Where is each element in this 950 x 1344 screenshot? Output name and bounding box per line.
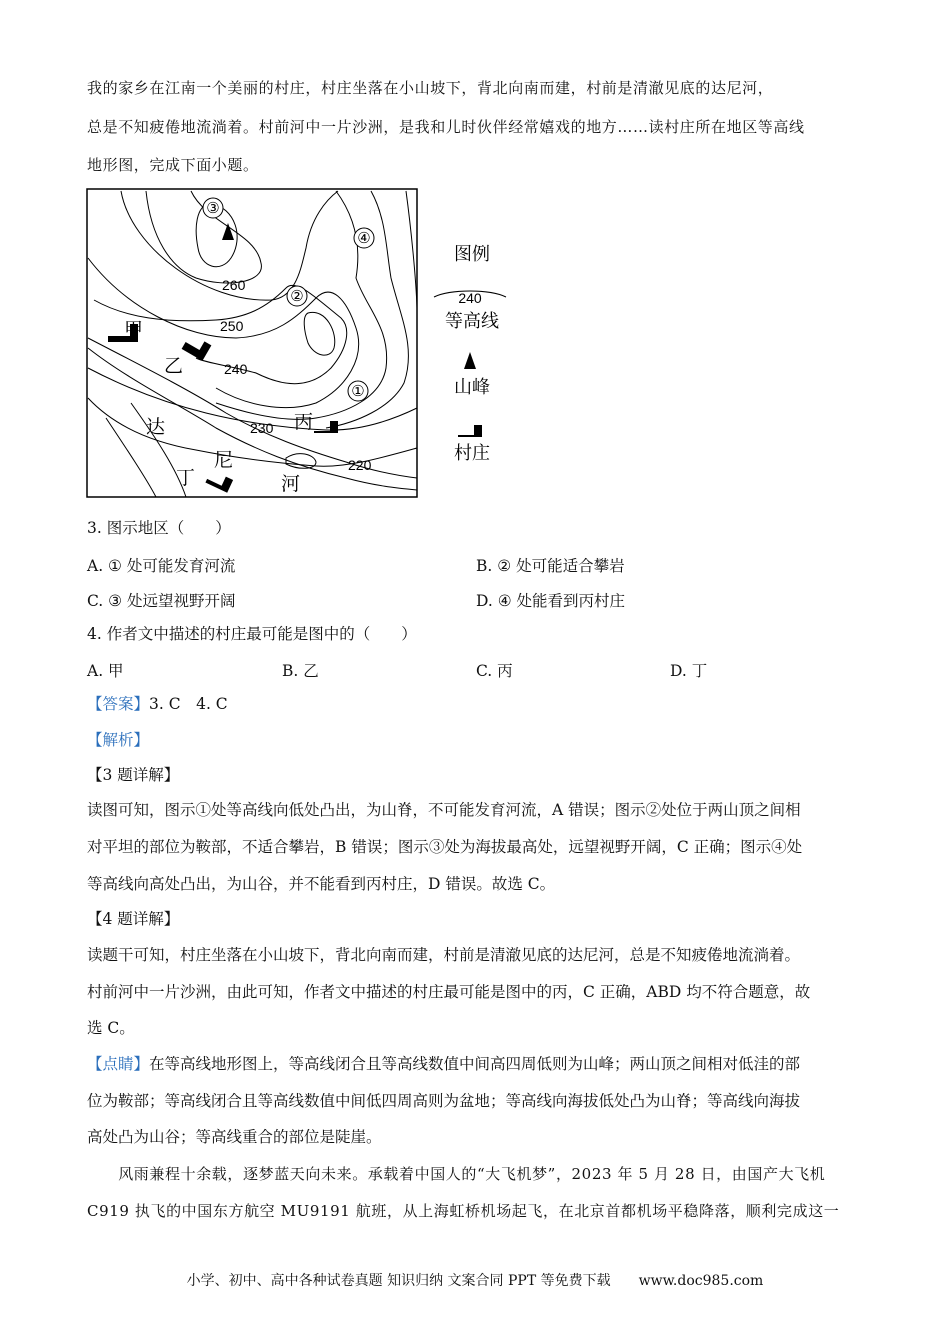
contour-label-230: 230 <box>250 420 274 436</box>
contour-label-220: 220 <box>348 457 372 473</box>
map-legend <box>430 235 520 475</box>
next-passage-line-2: C919 执飞的中国东方航空 MU9191 航班，从上海虹桥机场起飞，在北京首都机场平稳降落，顺利完成这一 <box>87 1202 840 1220</box>
village-label-jia: 甲 <box>124 320 144 341</box>
legend-contour-label: 等高线 <box>445 311 499 331</box>
q4-option-d[interactable]: D. 丁 <box>670 662 708 680</box>
marker-2: ② <box>290 289 304 305</box>
q4-detail-line-3: 选 C。 <box>87 1019 135 1037</box>
river-label-da: 达 <box>146 417 166 438</box>
village-label-bing: 丙 <box>294 412 314 433</box>
intro-line-2: 总是不知疲倦地流淌着。村前河中一片沙洲，是我和儿时伙伴经常嬉戏的地方……读村庄所在地区等高线 <box>87 118 805 136</box>
q3-option-a[interactable]: A. ① 处可能发育河流 <box>87 557 236 575</box>
q4-option-c[interactable]: C. 丙 <box>476 662 513 680</box>
q3-stem: 3. 图示地区（ ） <box>87 519 231 537</box>
contour-map <box>86 188 418 498</box>
q3-detail-line-2: 对平坦的部位为鞍部，不适合攀岩，B 错误；图示③处为海拔最高处，远望视野开阔，C 正确；图示④处 <box>87 838 803 856</box>
contour-label-240: 240 <box>224 361 248 377</box>
tip-line-2: 位为鞍部；等高线闭合且等高线数值中间低四周高则为盆地；等高线向海拔低处凸为山脊；等高线向海拔 <box>87 1092 801 1110</box>
marker-4: ④ <box>357 231 371 247</box>
legend-title: 图例 <box>454 244 490 264</box>
q3-detail-line-1: 读图可知，图示①处等高线向低处凸出，为山脊，不可能发育河流，A 错误；图示②处位于两山顶之间相 <box>87 801 801 819</box>
q3-option-b[interactable]: B. ② 处可能适合攀岩 <box>476 557 625 575</box>
q4-option-a[interactable]: A. 甲 <box>87 662 124 680</box>
analysis-label: 【解析】 <box>87 731 150 749</box>
intro-line-1: 我的家乡在江南一个美丽的村庄，村庄坐落在小山坡下，背北向南而建，村前是清澈见底的达尼河， <box>87 79 774 97</box>
q4-detail-line-2: 村前河中一片沙洲，由此可知，作者文中描述的村庄最可能是图中的丙，C 正确，ABD 均不符合题意，故 <box>87 983 811 1001</box>
page-footer: 小学、初中、高中各种试卷真题 知识归纳 文案合同 PPT 等免费下载 www.doc985.com <box>186 1273 764 1289</box>
legend-peak-label: 山峰 <box>454 377 490 397</box>
peak-icon <box>464 352 476 369</box>
answer-line <box>87 694 228 714</box>
village-label-yi: 乙 <box>164 356 184 377</box>
legend-contour-value: 240 <box>458 290 482 306</box>
q4-detail-line-1: 读题干可知，村庄坐落在小山坡下，背北向南而建，村前是清澈见底的达尼河，总是不知疲倦地流淌着。 <box>87 946 801 964</box>
tip-label: 【点睛】 <box>87 1055 150 1073</box>
next-passage-line-1: 风雨兼程十余载，逐梦蓝天向未来。承载着中国人的“大飞机梦”，2023 年 5 月 28 日，由国产大飞机 <box>87 1165 826 1183</box>
q3-option-d[interactable]: D. ④ 处能看到丙村庄 <box>476 592 626 610</box>
tip-line-1 <box>87 1054 800 1074</box>
river-label-ni: 尼 <box>214 450 234 471</box>
contour-label-260: 260 <box>222 277 246 293</box>
q4-detail-title: 【4 题详解】 <box>87 910 180 928</box>
q3-detail-title: 【3 题详解】 <box>87 766 180 784</box>
tip-text-1: 在等高线地形图上，等高线闭合且等高线数值中间高四周低则为山峰；两山顶之间相对低洼的部 <box>149 1055 801 1073</box>
river-label-he: 河 <box>281 474 301 495</box>
contour-label-250: 250 <box>220 318 244 334</box>
legend-village-label: 村庄 <box>454 443 490 463</box>
tip-line-3: 高处凸为山谷；等高线重合的部位是陡崖。 <box>87 1128 382 1146</box>
answer-label: 【答案】 <box>87 695 150 713</box>
marker-3: ③ <box>206 201 220 217</box>
q3-detail-line-3: 等高线向高处凸出，为山谷，并不能看到丙村庄，D 错误。故选 C。 <box>87 875 556 893</box>
village-icon <box>458 425 482 437</box>
q4-option-b[interactable]: B. 乙 <box>282 662 319 680</box>
intro-line-3: 地形图，完成下面小题。 <box>87 156 259 174</box>
answer-value: 3. C 4. C <box>149 695 228 713</box>
marker-1: ① <box>351 384 365 400</box>
q3-option-c[interactable]: C. ③ 处远望视野开阔 <box>87 592 236 610</box>
village-label-ding: 丁 <box>176 468 196 489</box>
q4-stem: 4. 作者文中描述的村庄最可能是图中的（ ） <box>87 625 417 643</box>
